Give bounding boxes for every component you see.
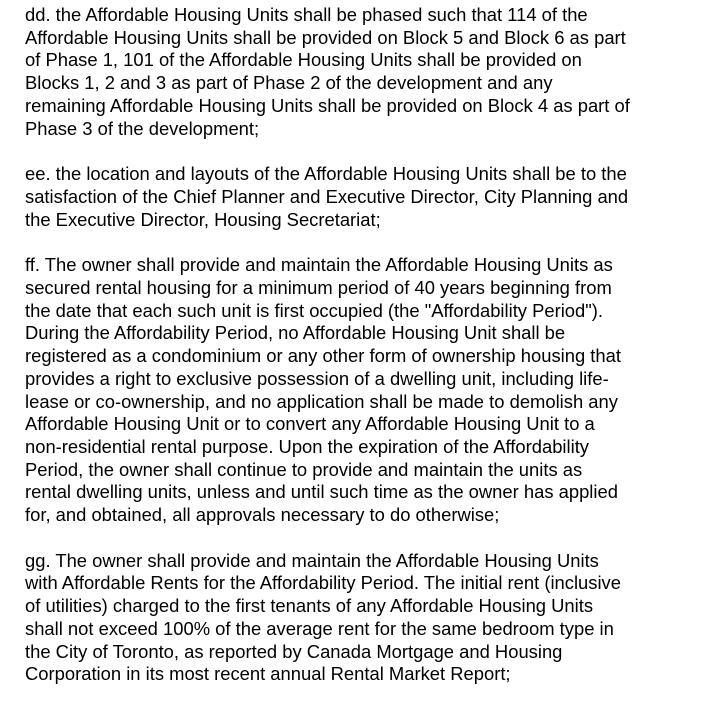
clause-line: ee. the location and layouts of the Affordable Housing Units shall be to the (25, 163, 627, 185)
clause-line: of utilities) charged to the first tenants of any Affordable Housing Units (25, 595, 594, 617)
clause-line: the date that each such unit is first occupied (the "Affordability Period"). (25, 299, 604, 321)
clause-line: gg. The owner shall provide and maintain the Affordable Housing Units (25, 549, 599, 571)
clause-line: the Executive Director, Housing Secretariat; (25, 208, 381, 230)
clause-gg (25, 550, 704, 686)
clause-line: registered as a condominium or any other form of ownership housing that (25, 345, 621, 367)
clause-line: Phase 3 of the development; (25, 117, 260, 139)
clause-line: of Phase 1, 101 of the Affordable Housing Units shall be provided on (25, 49, 582, 71)
clause-line: rental dwelling units, unless and until such time as the owner has applied (25, 481, 618, 503)
clause-line: Corporation in its most recent annual Rental Market Report; (25, 663, 511, 685)
clause-line: provides a right to exclusive possession of a dwelling unit, including life- (25, 367, 609, 389)
clause-ee (25, 163, 704, 231)
clause-line: satisfaction of the Chief Planner and Executive Director, City Planning and (25, 185, 629, 207)
clause-line: During the Affordability Period, no Affordable Housing Unit shall be (25, 322, 566, 344)
clause-line: Period, the owner shall continue to provide and maintain the units as (25, 458, 583, 480)
clause-line: remaining Affordable Housing Units shall be provided on Block 4 as part of (25, 94, 630, 116)
clause-line: lease or co-ownership, and no application shall be made to demolish any (25, 390, 618, 412)
clause-line: Affordable Housing Units shall be provided on Block 5 and Block 6 as part (25, 26, 626, 48)
clause-line: dd. the Affordable Housing Units shall be phased such that 114 of the (25, 4, 588, 25)
clause-line: the City of Toronto, as reported by Canada Mortgage and Housing (25, 640, 563, 662)
clause-line: shall not exceed 100% of the average rent for the same bedroom type in (25, 617, 614, 639)
clause-line: with Affordable Rents for the Affordability Period. The initial rent (inclusive (25, 572, 621, 594)
clause-line: non-residential rental purpose. Upon the expiration of the Affordability (25, 435, 589, 457)
clause-line: ff. The owner shall provide and maintain the Affordable Housing Units as (25, 254, 613, 276)
clause-line: Blocks 1, 2 and 3 as part of Phase 2 of the development and any (25, 72, 553, 94)
clause-dd (25, 4, 704, 140)
clause-ff (25, 254, 704, 526)
clause-line: Affordable Housing Unit or to convert any Affordable Housing Unit to a (25, 413, 595, 435)
clause-line: for, and obtained, all approvals necessary to do otherwise; (25, 504, 500, 526)
clause-line: secured rental housing for a minimum period of 40 years beginning from (25, 277, 612, 299)
